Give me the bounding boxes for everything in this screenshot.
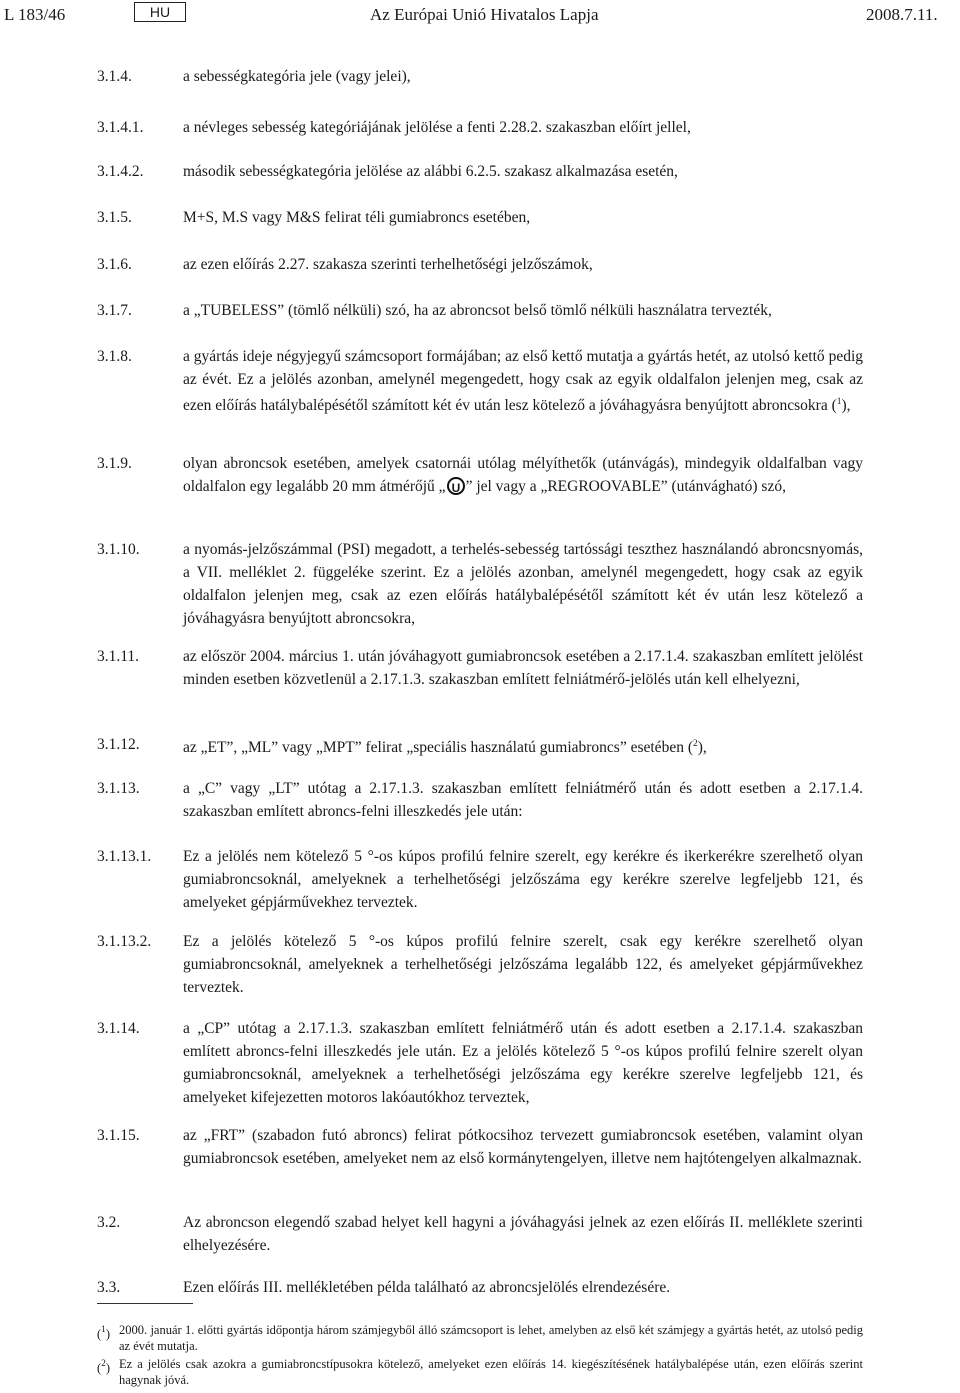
entry-text: második sebességkategória jelölése az alábbi 6.2.5. szakasz alkalmazása esetén, [183,163,678,180]
entry-number: 3.1.13.2. [97,933,152,950]
entry-text: az először 2004. március 1. után jóváhagyott gumiabroncsok esetében a 2.17.1.4. szakaszban említett jelölést minden esetben közvetlenül a 2.17.1.3. szakaszban említett felniátmérő-jelölés után kell elhelyezni, [183,648,863,688]
entry-number: 3.2. [97,1214,121,1231]
entry-text: a gyártás ideje négyjegyű számcsoport formájában; az első kettő mutatja a gyártás hetét, az utolsó kettő pedig az évét. Ez a jelölés azonban, amelynél megengedett, hogy csak az egyik oldalfalon jelenjen meg, csak az ezen előírás hatálybalépésétől számított két év után lesz kötelező a jóváhagyásra benyújtott abroncsokra ($^1$), [183,348,863,414]
entry-number: 3.1.5. [97,209,132,226]
footnote-text: Ez a jelölés csak azokra a gumiabroncstípusokra kötelező, amelyeket ezen előírás 14. kiegészítésének hatálybalépése után, ezen előírás szerint hagynak jóvá. [119,1357,863,1387]
entry-number: 3.1.10. [97,541,140,558]
entry-number: 3.3. [97,1279,121,1296]
footnote-text: 2000. január 1. előtti gyártás időpontja három számjegyből álló számcsoport is lehet, amelyben az első két számjegy a gyártás hetét, az utolsó pedig az évét mutatja. [119,1323,863,1353]
entry-text: Az abroncson elegendő szabad helyet kell hagyni a jóváhagyási jelnek az ezen előírás II. melléklete szerinti elhelyezésére. [183,1214,863,1254]
entry-text: a „CP” utótag a 2.17.1.3. szakaszban említett felniátmérő után és adott esetben a 2.17.1.4. szakaszban említett abroncs-felni illeszkedés jele után. Ez a jelölés kötelező 5 °-os kúpos profilú felnire szerelt olyan gumiabroncsoknál, amelyeknek a terhelhetőségi jelzőszáma egy kerékre szerelve legfeljebb 121, és amelyeket kifejezetten motoros lakóautókhoz terveztek, [183,1020,863,1106]
entry-text: Ez a jelölés kötelező 5 °-os kúpos profilú felnire szerelt, csak egy kerékre szerelhető olyan gumiabroncsoknál, amelyeknek a terhelhetőségi jelzőszáma legalább 122, és amelyeket gépjárművekhez terveztek. [183,933,863,996]
entry-number: 3.1.6. [97,256,132,273]
entry-text: Ez a jelölés nem kötelező 5 °-os kúpos profilú felnire szerelt, egy kerékre és ikerkerékre szerelhető olyan gumiabroncsoknál, amelyeknek a terhelhetőségi jelzőszáma egy kerékre szerelve legfeljebb 121, és amelyeket gépjárművekhez terveztek. [183,848,863,911]
journal-title: Az Európai Unió Hivatalos Lapja [370,5,599,24]
entry-text: a „C” vagy „LT” utótag a 2.17.1.3. szakaszban említett felniátmérő után és adott esetben a 2.17.1.4. szakaszban említett abroncs-felni illeszkedés jele után: [183,780,863,820]
entry-number: 3.1.7. [97,302,132,319]
entry-number: 3.1.11. [97,648,140,665]
entry-number: 3.1.13. [97,780,140,797]
entry-number: 3.1.4.1. [97,119,144,136]
page-reference: L 183/46 [4,5,66,24]
entry-number: 3.1.14. [97,1020,140,1037]
entry-text: a nyomás-jelzőszámmal (PSI) megadott, a terhelés-sebesség tartóssági teszthez használandó abroncsnyomás, a VII. melléklet 2. függeléke szerint. Ez a jelölés azonban, amelynél megengedett, hogy csak az egyik oldalfalon jelenjen meg, csak az ezen előírás hatálybalépésétől számított két év után lesz kötelező a jóváhagyásra benyújtott abroncsokra, [183,541,863,627]
entry-number: 3.1.13.1. [97,848,152,865]
entry-number: 3.1.15. [97,1127,140,1144]
entry-number: 3.1.8. [97,348,132,365]
footnote-mark: ($^2$) [97,1359,111,1375]
page-header [0,0,960,30]
entry-text: az ezen előírás 2.27. szakasza szerinti terhelhetőségi jelzőszámok, [183,256,593,273]
entry-text: a névleges sebesség kategóriájának jelölése a fenti 2.28.2. szakaszban előírt jellel, [183,119,691,136]
entry-text: Ezen előírás III. mellékletében példa található az abroncsjelölés elrendezésére. [183,1279,671,1296]
entry-number: 3.1.4. [97,68,132,85]
entry-number: 3.1.12. [97,736,140,753]
footnote-ref: 2 [692,739,698,749]
footnote-ref: 1 [836,397,842,407]
footnote-mark: ($^1$) [97,1325,111,1341]
language-code-box: HU [134,2,186,22]
entry-text: a sebességkategória jele (vagy jelei), [183,68,411,85]
entry-text: az „ET”, „ML” vagy „MPT” felirat „speciális használatú gumiabroncs” esetében ($^2$), [183,739,707,756]
regroovable-symbol-icon [447,477,465,495]
footnote-divider [97,1303,193,1304]
publication-date: 2008.7.11. [866,5,938,24]
entry-text: a „TUBELESS” (tömlő nélküli) szó, ha az abroncsot belső tömlő nélküli használatra tervezték, [183,302,772,319]
entry-text: olyan abroncsok esetében, amelyek csatornái utólag mélyíthetők (utánvágás), mindegyik oldalfalban vagy oldalfalon egy legalább 20 mm átmérőjű „U ” jel vagy a „REGROOVABLE” (utánvágható) szó, [183,452,863,498]
entry-text: az „FRT” (szabadon futó abroncs) felirat pótkocsihoz tervezett gumiabroncsok esetében, valamint olyan gumiabroncsok esetében, amelyeket nem az első kormánytengelyen, illetve nem hajtótengelyen alkalmaznak. [183,1127,863,1167]
entry-number: 3.1.9. [97,455,132,472]
entry-text: M+S, M.S vagy M&S felirat téli gumiabroncs esetében, [183,209,531,226]
entry-number: 3.1.4.2. [97,163,144,180]
